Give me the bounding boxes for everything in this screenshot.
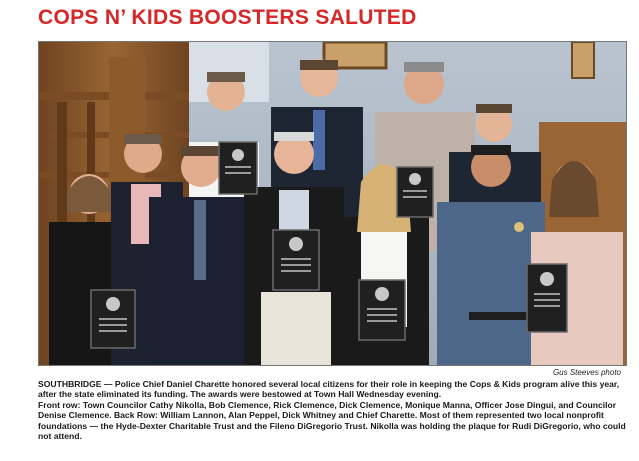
award-plaque	[273, 230, 319, 290]
award-plaque	[397, 167, 433, 217]
award-plaque	[219, 142, 257, 194]
photo-credit: Gus Steeves photo	[552, 368, 621, 377]
caption-paragraph-1: SOUTHBRIDGE — Police Chief Daniel Charette honored several local citizens for their role in keeping the Cops & Kids program alive this year, after the state eliminated its funding. The awards were bestowed at Town Hall Wednesday evening.	[38, 379, 620, 400]
caption-paragraph-2: Front row: Town Councilor Cathy Nikolla, Bob Clemence, Rick Clemence, Dick Clemence, Monique Manna, Officer Jose Dingui, and Councilor Denise Clemence. Back Row: William Lannon, Alan Peppel, Dick Whitney and Chief Charette. Most of them represented two local nonprofit foundations — the Hyde-Dexter Charitable Trust and the Fileno DiGregorio Trust. Nikolla was holding the plaque for Rudi DiGregorio, who could not attend.	[38, 399, 626, 442]
headline: COPS N’ KIDS BOOSTERS SALUTED	[38, 6, 417, 29]
award-plaque	[359, 280, 405, 340]
photo-caption	[38, 379, 628, 441]
award-plaque	[91, 290, 135, 348]
group-photo	[38, 41, 627, 366]
wall-picture	[572, 42, 594, 78]
award-plaque	[527, 264, 567, 332]
